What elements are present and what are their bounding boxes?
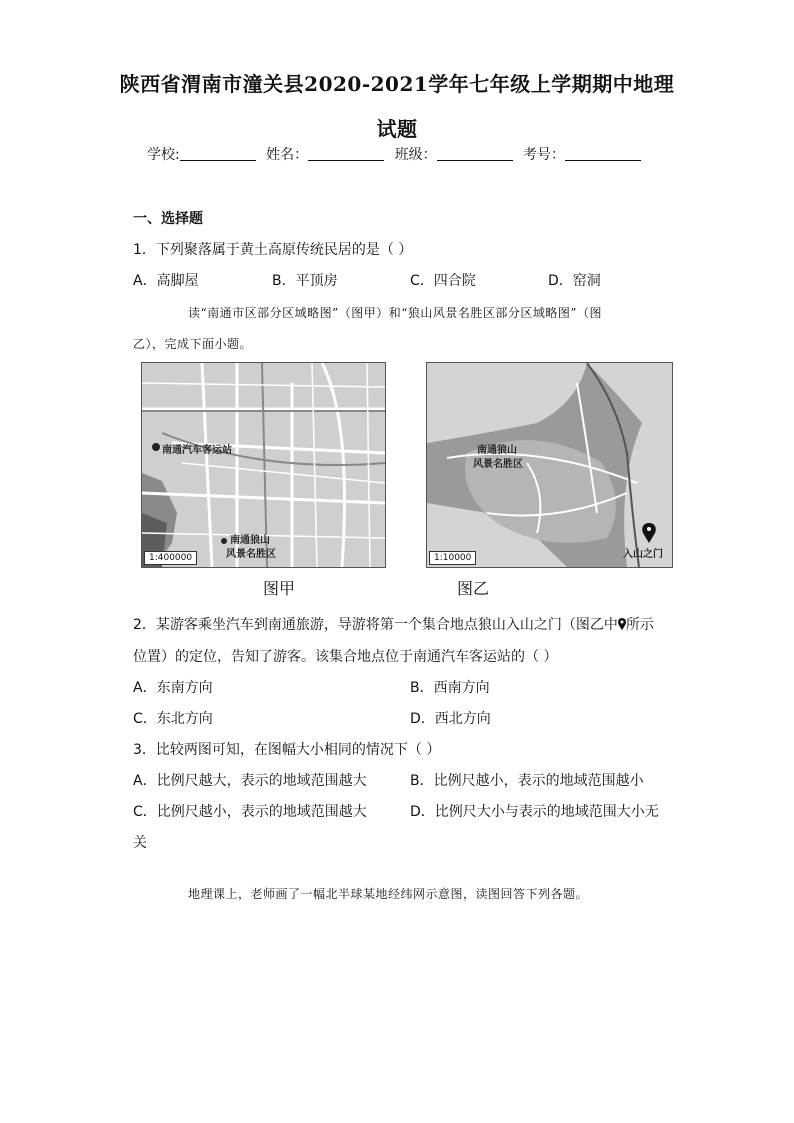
map-a-caption: 图甲 [263,579,296,598]
exam-no-label: 考号： [523,147,566,163]
q3-option-d-cont: 关 [133,835,147,851]
map-b-scenic-label2: 风景名胜区 [473,459,523,470]
q3-option-c[interactable]: C．比例尺越小，表示的地域范围越大 [133,804,367,820]
q2-line1 [133,614,654,634]
q2-option-c[interactable]: C．东北方向 [133,711,213,727]
q1-stem: 1．下列聚落属于黄土高原传统民居的是（ ） [133,242,413,258]
class-label: 班级： [394,147,437,163]
q2-line1-text: 2．某游客乘坐汽车到南通旅游，导游将第一个集合地点狼山入山之门（图乙中 [133,617,618,633]
q2-line2: 位置）的定位，告知了游客。该集合地点位于南通汽车客运站的（ ） [133,649,558,665]
map-pin-icon [618,618,626,630]
q2-option-b[interactable]: B．西南方向 [410,680,490,696]
map-b-caption: 图乙 [457,579,490,598]
q3-option-b[interactable]: B．比例尺越小，表示的地域范围越小 [410,773,644,789]
map-b [426,362,673,568]
q1-option-d[interactable]: D．窑洞 [548,273,601,289]
school-blank[interactable] [180,146,256,161]
name-label: 姓名： [266,147,309,163]
q2-line1-tail: 所示 [625,617,654,633]
map-a-station-label: 南通汽车客运站 [162,445,232,456]
intro2-text: 地理课上，老师画了一幅北半球某地经纬网示意图，读图回答下列各题。 [188,887,589,901]
school-label: 学校: [146,147,180,163]
name-blank[interactable] [308,146,384,161]
map-a-scenic-label2: 风景名胜区 [226,549,276,560]
class-blank[interactable] [437,146,513,161]
map-a-scale: 1:400000 [144,551,197,565]
section-title: 一、选择题 [133,211,203,227]
map-b-scale: 1:10000 [429,551,476,565]
q1-option-b[interactable]: B．平顶房 [272,273,338,289]
q2-option-a[interactable]: A．东南方向 [133,680,213,696]
map-a-scenic-label1: 南通狼山 [230,535,270,546]
q3-option-d[interactable]: D．比例尺大小与表示的地域范围大小无 [410,804,659,820]
q3-option-a[interactable]: A．比例尺越大，表示的地域范围越大 [133,773,367,789]
map-b-graphic [427,363,672,567]
map-a [141,362,386,568]
doc-title-line2: 试题 [376,117,418,141]
map-b-scenic-label1: 南通狼山 [477,445,517,456]
q1-option-c[interactable]: C．四合院 [410,273,476,289]
exam-no-blank[interactable] [565,146,641,161]
student-info-row [0,144,794,164]
doc-title-line1: 陕西省渭南市潼关县2020-2021学年七年级上学期期中地理 [119,72,675,96]
q2-option-d[interactable]: D．西北方向 [410,711,491,727]
q1-option-a[interactable]: A．高脚屋 [133,273,199,289]
intro1-line1: 读“南通市区部分区域略图”（图甲）和“狼山风景名胜区部分区域略图”（图 [188,306,603,320]
map-b-gate-label: 入山之门 [623,549,663,560]
intro1-line2: 乙），完成下面小题。 [133,337,253,351]
q3-stem: 3．比较两图可知，在图幅大小相同的情况下（ ） [133,742,441,758]
